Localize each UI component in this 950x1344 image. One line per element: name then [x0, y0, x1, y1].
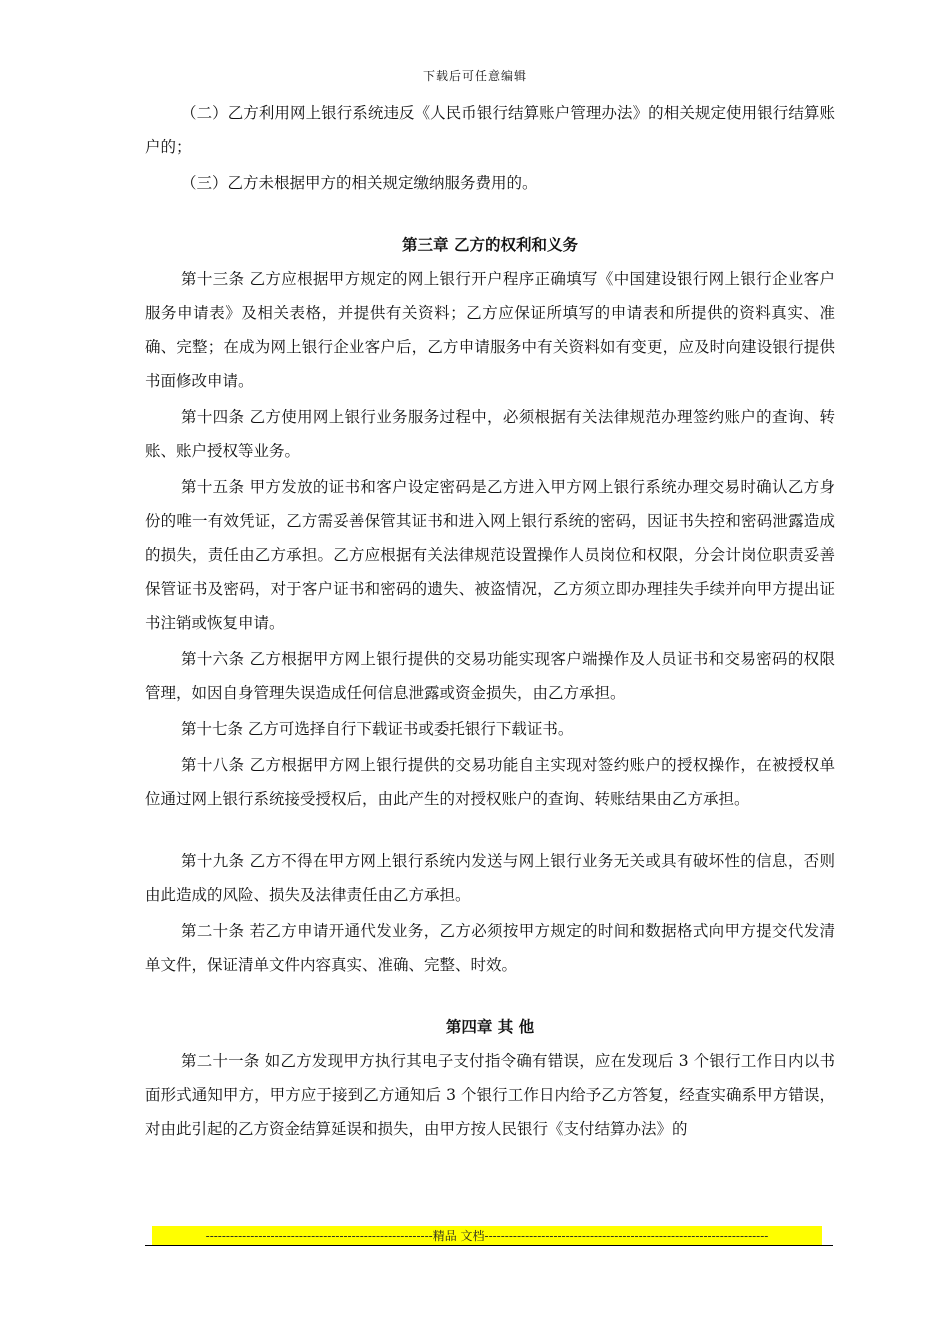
article-15: 第十五条 甲方发放的证书和客户设定密码是乙方进入甲方网上银行系统办理交易时确认乙方身份的唯一有效凭证，乙方需妥善保管其证书和进入网上银行系统的密码，因证书失控和密码泄露造成的损失，责任由乙方承担。乙方应根据有关法律规范设置操作人员岗位和权限，分会计岗位职责妥善保管证书及密码，对于客户证书和密码的遗失、被盗情况，乙方须立即办理挂失手续并向甲方提出证书注销或恢复申请。: [145, 478, 835, 632]
page-header: 下载后可任意编辑: [422, 69, 527, 83]
article-16: 第十六条 乙方根据甲方网上银行提供的交易功能实现客户端操作及人员证书和交易密码的权限管理，如因自身管理失误造成任何信息泄露或资金损失，由乙方承担。: [145, 650, 835, 702]
article-13: 第十三条 乙方应根据甲方规定的网上银行开户程序正确填写《中国建设银行网上银行企业客户服务申请表》及相关表格，并提供有关资料；乙方应保证所填写的申请表和所提供的资料真实、准确、完整；在成为网上银行企业客户后，乙方申请服务中有关资料如有变更，应及时向建设银行提供书面修改申请。: [145, 270, 835, 390]
article-21: 第二十一条 如乙方发现甲方执行其电子支付指令确有错误，应在发现后 3 个银行工作日内以书面形式通知甲方，甲方应于接到乙方通知后 3 个银行工作日内给予乙方答复，经查实确系甲方错误，对由此引起的乙方资金结算延误和损失，由甲方按人民银行《支付结算办法》的: [145, 1052, 835, 1138]
article-20: 第二十条 若乙方申请开通代发业务，乙方必须按甲方规定的时间和数据格式向甲方提交代发清单文件，保证清单文件内容真实、准确、完整、时效。: [145, 922, 835, 974]
chapter-4-title: 第四章 其 他: [445, 1017, 535, 1036]
document-body: [145, 96, 835, 1146]
article-19: 第十九条 乙方不得在甲方网上银行系统内发送与网上银行业务无关或具有破坏性的信息，否则由此造成的风险、损失及法律责任由乙方承担。: [145, 852, 835, 904]
article-18: 第十八条 乙方根据甲方网上银行提供的交易功能自主实现对签约账户的授权操作，在被授权单位通过网上银行系统接受授权后，由此产生的对授权账户的查询、转账结果由乙方承担。: [145, 756, 835, 808]
paragraph-item-2: （二）乙方利用网上银行系统违反《人民币银行结算账户管理办法》的相关规定使用银行结算账户的；: [145, 104, 835, 156]
paragraph-item-3: （三）乙方未根据甲方的相关规定缴纳服务费用的。: [181, 174, 538, 192]
footer-banner: --------------------------------------------------------精品 文档----------------------------------------------------------------------: [152, 1226, 822, 1246]
chapter-3-title: 第三章 乙方的权利和义务: [402, 235, 578, 254]
article-17: 第十七条 乙方可选择自行下载证书或委托银行下载证书。: [181, 720, 574, 738]
footer-divider: [145, 1245, 833, 1246]
article-14: 第十四条 乙方使用网上银行业务服务过程中，必须根据有关法律规范办理签约账户的查询、转账、账户授权等业务。: [145, 408, 835, 460]
